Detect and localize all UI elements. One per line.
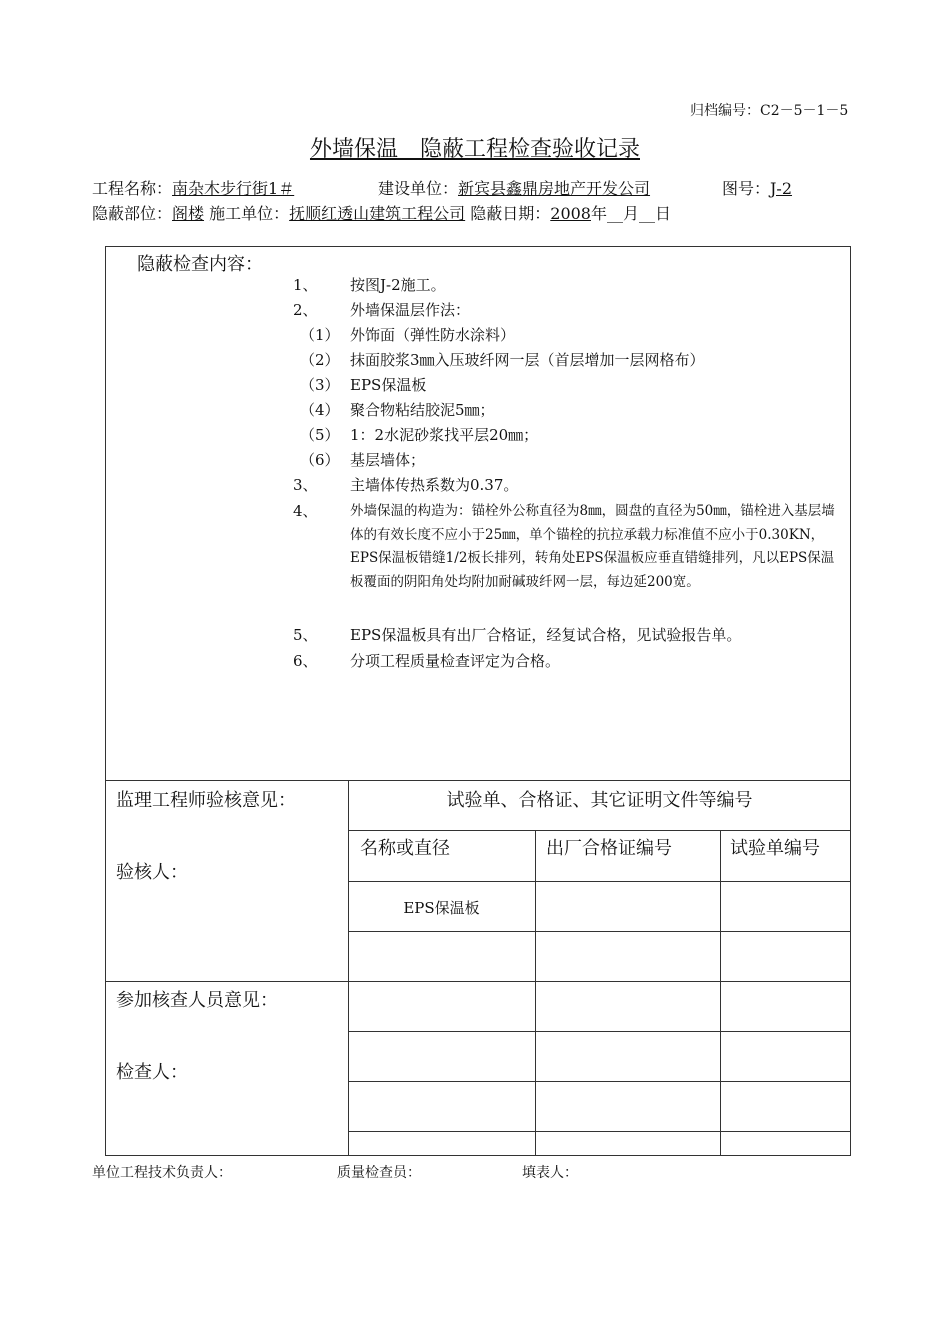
divider-col2	[535, 830, 536, 1156]
build-unit-label: 建设单位：	[378, 179, 459, 198]
item6-text: 分项工程质量检查评定为合格。	[350, 652, 561, 670]
divider-col3	[720, 830, 721, 1156]
divider-row2	[348, 931, 851, 932]
divider-row5	[348, 1081, 851, 1082]
item-text: 抹面胶浆3㎜入压玻纤网一层（首层增加一层网格布）	[350, 351, 705, 369]
item6-number: 6、	[293, 652, 318, 670]
docs-heading: 试验单、合格证、其它证明文件等编号	[446, 790, 753, 811]
docs-row1-name: EPS保温板	[403, 899, 480, 917]
item-number: （3）	[300, 376, 340, 394]
hidden-part-row	[92, 201, 671, 224]
footer-quality-inspector: 质量检查员：	[337, 1165, 421, 1181]
hidden-date-label: 隐蔽日期：	[470, 204, 551, 223]
item-text: 主墙体传热系数为0.37。	[350, 476, 519, 494]
item-number: （4）	[300, 401, 340, 419]
divider-row3	[105, 981, 851, 982]
item-number: （6）	[300, 451, 340, 469]
build-unit-row	[378, 176, 650, 199]
item-text: 按图J-2施工。	[350, 276, 446, 294]
drawing-no-row	[722, 176, 792, 199]
footer-tech-lead: 单位工程技术负责人：	[92, 1165, 232, 1181]
divider-left-col	[348, 780, 349, 1156]
item-number: （2）	[300, 351, 340, 369]
divider-row6	[348, 1131, 851, 1132]
divider-row4	[348, 1031, 851, 1032]
hidden-date-rest: 年__月__日	[590, 204, 671, 223]
divider-row1	[348, 881, 851, 882]
item-text: EPS保温板	[350, 376, 427, 394]
build-unit: 新宾县鑫鼎房地产开发公司	[458, 179, 651, 198]
archive-number: 归档编号：C2－5－1－5	[690, 103, 849, 119]
project-name-row	[92, 176, 294, 199]
item-number: （5）	[300, 426, 340, 444]
participants-opinion-label: 参加核查人员意见：	[116, 990, 278, 1011]
hidden-date-year: 2008	[550, 204, 591, 223]
project-name-label: 工程名称：	[92, 179, 173, 198]
item-text: 1：2水泥砂浆找平层20㎜；	[350, 426, 539, 444]
participants-signer-label: 检查人：	[116, 1062, 188, 1083]
docs-col-test: 试验单编号	[730, 838, 820, 859]
docs-col-name: 名称或直径	[360, 838, 450, 859]
item-number: 3、	[293, 476, 318, 494]
construction-unit: 抚顺红透山建筑工程公司	[289, 204, 466, 223]
record-table	[105, 246, 851, 1156]
item-number: 2、	[293, 301, 318, 319]
item-number: （1）	[300, 326, 340, 344]
hidden-part: 阁楼	[172, 204, 205, 223]
item-text: 基层墙体；	[350, 451, 426, 469]
drawing-no: J-2	[770, 179, 793, 198]
item-number: 1、	[293, 276, 318, 294]
item5-number: 5、	[293, 626, 318, 644]
item4-number: 4、	[293, 502, 318, 520]
inspection-heading: 隐蔽检查内容：	[137, 254, 263, 275]
item-text: 外饰面（弹性防水涂料）	[350, 326, 516, 344]
drawing-no-label: 图号：	[722, 179, 771, 198]
supervisor-opinion-label: 监理工程师验核意见：	[116, 790, 296, 811]
construction-unit-label: 施工单位：	[209, 204, 290, 223]
divider-docs-head	[348, 830, 851, 831]
item4-text: 外墙保温的构造为：锚栓外公称直径为8㎜，圆盘的直径为50㎜，锚栓进入基层墙体的有效长度不应小于25㎜，单个锚栓的抗拉承载力标准值不应小于0.30KN，EPS保温板错缝1/2板长排列，转角处EPS保温板应垂直错缝排列，凡以EPS保温板覆面的阴阳角处均附加耐碱玻纤网一层，每边延200宽。	[350, 503, 835, 590]
footer-filled-by: 填表人：	[522, 1165, 578, 1181]
docs-col-cert: 出厂合格证编号	[546, 838, 672, 859]
item5-text: EPS保温板具有出厂合格证，经复试合格，见试验报告单。	[350, 626, 742, 644]
hidden-part-label: 隐蔽部位：	[92, 204, 173, 223]
document-title: 外墙保温 隐蔽工程检查验收记录	[309, 137, 640, 162]
item-text: 外墙保温层作法：	[350, 301, 471, 319]
divider-content	[105, 780, 851, 781]
project-name: 南杂木步行街1＃	[172, 179, 295, 198]
item-text: 聚合物粘结胶泥5㎜；	[350, 401, 495, 419]
supervisor-signer-label: 验核人：	[116, 862, 188, 883]
